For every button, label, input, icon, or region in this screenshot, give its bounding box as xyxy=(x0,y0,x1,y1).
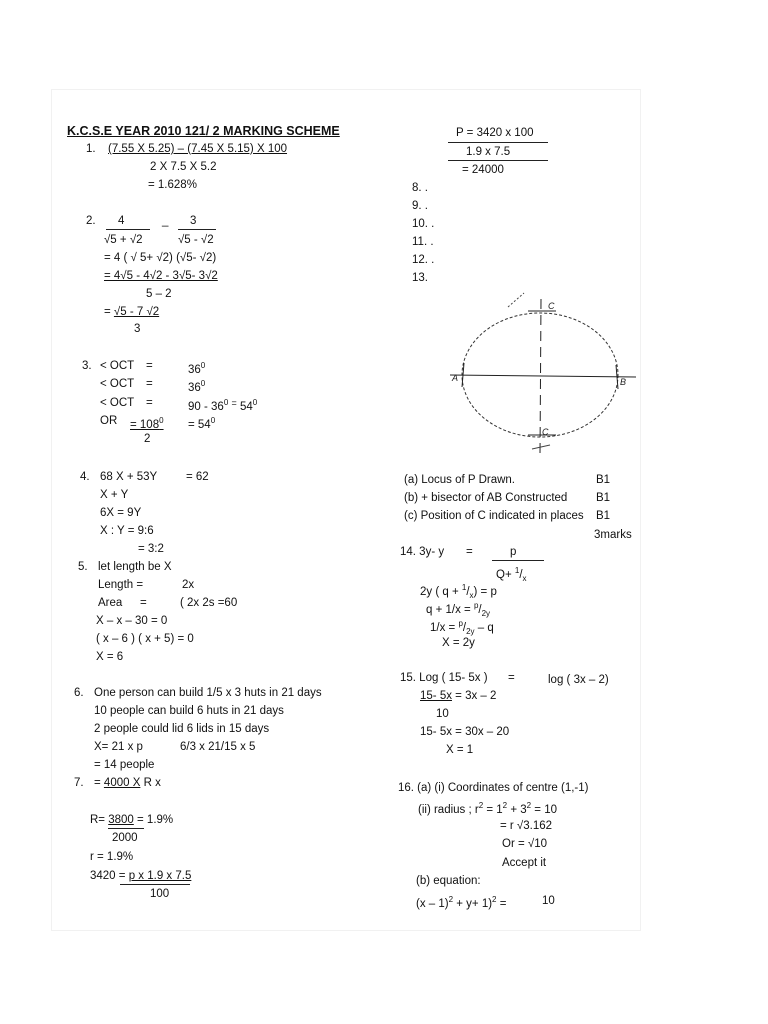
q7-r-line: r = 1.9% xyxy=(90,851,134,863)
p-result: = 24000 xyxy=(462,164,504,176)
q3-deg-3b: 0 xyxy=(252,398,258,407)
q7-r-eq: R= xyxy=(90,814,109,826)
item-8: 8. . xyxy=(412,182,428,194)
q7-eq: = xyxy=(94,777,104,789)
p-fraction-bar xyxy=(448,142,548,143)
q4-line-4: X : Y = 9:6 xyxy=(100,525,154,537)
q16-sq-4: 2 xyxy=(448,895,454,904)
q5-number: 5. xyxy=(78,561,88,573)
item-10: 10. . xyxy=(412,218,435,230)
q3-value-4: = 54 xyxy=(188,418,211,431)
locus-diagram xyxy=(440,285,640,460)
q14-l4-p: p xyxy=(458,619,463,628)
q5-line-1: let length be X xyxy=(98,561,172,573)
q16-line-1: 16. (a) (i) Coordinates of centre (1,-1) xyxy=(398,782,589,794)
q14-line-5: X = 2y xyxy=(442,637,475,649)
q2-line-1: = 4 ( √ 5+ √2) (√5- √2) xyxy=(104,252,217,264)
q2-denominator-2: √5 - √2 xyxy=(178,234,214,246)
q16-line-4: Or = √10 xyxy=(502,838,547,850)
q4-line-2: X + Y xyxy=(100,489,129,501)
q5-line-6: X = 6 xyxy=(96,651,124,663)
q14-line-4: 1/x = xyxy=(430,621,459,634)
q16-line-3: = r √3.162 xyxy=(500,820,553,832)
p-fraction-bar-2 xyxy=(448,160,548,161)
p-denominator: 1.9 x 7.5 xyxy=(466,146,511,158)
q3-eq-3: = xyxy=(146,397,153,409)
q6-line-4b: 6/3 x 21/15 x 5 xyxy=(180,741,256,753)
q6-line-5: = 14 people xyxy=(94,759,155,771)
q7-r-result: = 1.9% xyxy=(133,814,174,826)
q2-line-5: 3 xyxy=(134,323,141,335)
q5-line-4: X – x – 30 = 0 xyxy=(96,615,168,627)
item-13: 13. xyxy=(412,272,428,284)
q2-line-4: √5 - 7 √2 xyxy=(113,306,160,318)
q7-r-numerator: 3800 xyxy=(108,814,134,826)
q16-line-5: Accept it xyxy=(502,857,547,869)
q14-den-one: 1 xyxy=(514,566,520,575)
label-b: B xyxy=(620,377,627,387)
q15-line-4: 15- 5x = 30x – 20 xyxy=(420,726,510,738)
q7-eq2-denominator: 100 xyxy=(150,888,170,900)
q14-l2-one: 1 xyxy=(461,583,467,592)
q1-number: 1. xyxy=(86,143,96,155)
q7-r-denominator: 2000 xyxy=(112,832,138,844)
q16-line-2b: = 1 xyxy=(483,803,503,816)
q13-c: (c) Position of C indicated in places xyxy=(404,510,584,522)
q15-lhs: 15. Log ( 15- 5x ) xyxy=(400,672,488,684)
arc-top xyxy=(508,293,524,307)
q16-line-7c: = xyxy=(496,897,507,910)
label-c-top: C xyxy=(548,301,555,311)
q16-line-7a: (x – 1) xyxy=(416,897,449,910)
q14-l3-p: p xyxy=(473,601,479,610)
q3-or: OR xyxy=(100,415,118,427)
q2-fraction-bar-2 xyxy=(178,229,216,230)
q2-line-3: 5 – 2 xyxy=(146,288,172,300)
q13-total: 3marks xyxy=(594,529,632,541)
q15-eq: = xyxy=(508,672,515,684)
q3-oct-2: < OCT xyxy=(100,378,135,390)
q15-line-2b: = 3x – 2 xyxy=(451,690,497,702)
q2-line-2: = 4√5 - 4√2 - 3√5- 3√2 xyxy=(104,270,218,282)
q7-number: 7. xyxy=(74,777,84,789)
q15-rhs: log ( 3x – 2) xyxy=(548,674,609,686)
q14-line-3: q + 1/x = xyxy=(426,603,474,616)
q14-line-2: 2y ( q + xyxy=(420,585,462,598)
q3-eq-2: = xyxy=(146,378,153,390)
q3-deg-4: 0 xyxy=(210,416,216,425)
q3-deg-or: 0 xyxy=(159,416,164,425)
q14-den-x: x xyxy=(522,574,527,584)
q4-line-1a: 68 X + 53Y xyxy=(100,471,158,483)
q2-number: 2. xyxy=(86,215,96,227)
q14-l3-2y: 2y xyxy=(481,609,491,619)
q4-line-3: 6X = 9Y xyxy=(100,507,142,519)
q7-eq2: 3420 = xyxy=(90,870,129,882)
ab-line xyxy=(450,375,636,377)
q7-eq2-numerator: p x 1.9 x 7.5 xyxy=(128,870,192,882)
q14-line-2b: ) = p xyxy=(473,585,497,598)
q16-line-7b: + y+ 1) xyxy=(453,897,493,910)
q16-sq-3: 2 xyxy=(526,801,532,810)
item-11: 11. . xyxy=(412,236,434,248)
q13-b-mark: B1 xyxy=(596,492,611,504)
q3-number: 3. xyxy=(82,360,92,372)
q15-line-5: X = 1 xyxy=(446,744,474,756)
q2-numerator-2: 3 xyxy=(190,215,197,227)
p-numerator: P = 3420 x 100 xyxy=(456,127,534,139)
perpendicular-bisector xyxy=(540,299,541,455)
q16-line-2d: = 10 xyxy=(531,803,557,816)
q6-number: 6. xyxy=(74,687,84,699)
q2-minus: _ xyxy=(162,215,169,227)
q16-sq-2: 2 xyxy=(502,801,508,810)
q2-denominator-1: √5 + √2 xyxy=(104,234,143,246)
q4-number: 4. xyxy=(80,471,90,483)
q4-line-1b: = 62 xyxy=(186,471,209,483)
q2-line-4-eq: = xyxy=(104,306,114,318)
q3-value-1: 36 xyxy=(188,363,201,376)
q15-line-3: 10 xyxy=(436,708,449,720)
q16-line-2: (ii) radius ; r xyxy=(418,803,479,816)
q13-a: (a) Locus of P Drawn. xyxy=(404,474,516,486)
item-12: 12. . xyxy=(412,254,435,266)
q3-or-numerator: = 108 xyxy=(130,418,160,431)
q4-line-5: = 3:2 xyxy=(138,543,164,555)
q14-lhs: 14. 3y- y xyxy=(400,546,445,558)
q13-a-mark: B1 xyxy=(596,474,611,486)
q6-line-3: 2 people could lid 6 lids in 15 days xyxy=(94,723,270,735)
q5-line-2a: Length = xyxy=(98,579,144,591)
q5-line-5: ( x – 6 ) ( x + 5) = 0 xyxy=(96,633,194,645)
q13-b: (b) + bisector of AB Constructed xyxy=(404,492,568,504)
item-9: 9. . xyxy=(412,200,428,212)
q14-l4-2y: 2y xyxy=(466,627,475,637)
q15-line-2a: 15- 5x xyxy=(420,690,452,702)
q3-or-denominator: 2 xyxy=(144,433,151,445)
q2-numerator-1: 4 xyxy=(118,215,125,227)
q5-line-3a: Area xyxy=(98,597,123,609)
q3-eq-1: = xyxy=(146,360,153,372)
q16-line-2c: + 3 xyxy=(507,803,527,816)
q3-value-3b: 54 xyxy=(239,400,253,413)
q16-sq-5: 2 xyxy=(492,895,497,904)
q6-line-2: 10 people can build 6 huts in 21 days xyxy=(94,705,284,717)
q7-r-bar xyxy=(108,828,144,829)
q5-line-3b: = xyxy=(140,597,147,609)
q1-result: = 1.628% xyxy=(148,179,197,191)
q14-bar xyxy=(492,560,544,561)
q3-deg-2: 0 xyxy=(200,379,206,388)
q3-oct-3: < OCT xyxy=(100,397,135,409)
label-a: A xyxy=(452,373,459,383)
q3-deg-3: 0 xyxy=(223,398,229,407)
q16-line-6: (b) equation: xyxy=(416,875,481,887)
q14-eq: = xyxy=(466,546,473,558)
q7-rate: R x xyxy=(140,777,161,789)
q1-denominator: 2 X 7.5 X 5.2 xyxy=(150,161,217,173)
q7-numerator: 4000 X xyxy=(103,777,141,789)
q14-den: Q+ xyxy=(496,568,515,581)
q14-l2-x: x xyxy=(469,591,474,601)
q5-line-2b: 2x xyxy=(182,579,195,591)
arc-bottom xyxy=(532,445,550,449)
q14-line-4b: – q xyxy=(474,621,494,634)
q3-value-2: 36 xyxy=(188,381,201,394)
q14-p: p xyxy=(510,546,517,558)
label-c-bottom: C xyxy=(542,427,549,437)
q16-line-7d: 10 xyxy=(542,895,555,907)
q2-fraction-bar-1 xyxy=(106,229,150,230)
page-title: K.C.S.E YEAR 2010 121/ 2 MARKING SCHEME xyxy=(67,124,340,138)
q6-line-4a: X= 21 x p xyxy=(94,741,143,753)
q7-eq2-bar xyxy=(120,884,190,885)
q3-value-3: 90 - 36 xyxy=(188,400,224,413)
q5-line-3c: ( 2x 2s =60 xyxy=(180,597,238,609)
q16-sq-1: 2 xyxy=(478,801,484,810)
q13-c-mark: B1 xyxy=(596,510,611,522)
q3-deg-1: 0 xyxy=(200,361,206,370)
q3-oct-1: < OCT xyxy=(100,360,135,372)
q6-line-1: One person can build 1/5 x 3 huts in 21 days xyxy=(94,687,322,699)
q1-numerator: (7.55 X 5.25) – (7.45 X 5.15) X 100 xyxy=(108,143,288,155)
